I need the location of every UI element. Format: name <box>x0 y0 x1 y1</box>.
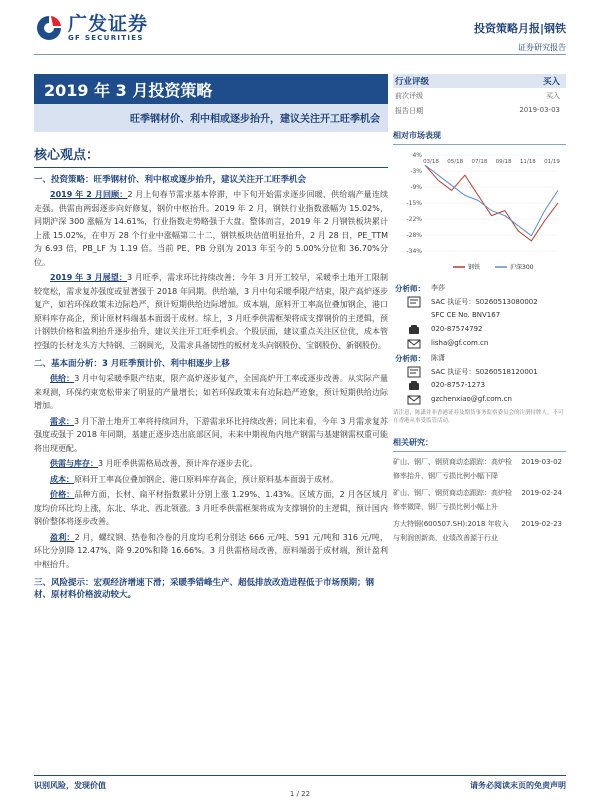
related-item-date: 2019-02-23 <box>521 520 562 528</box>
phone-icon <box>407 324 423 336</box>
paragraph-lead: 供需与库存： <box>50 459 98 468</box>
paragraph-lead: 价格： <box>50 490 75 499</box>
related-item-text: 矿山、钢厂、钢贸商动态跟踪：高炉检修率抬升，钢厂亏损比例小幅下降 <box>393 458 512 480</box>
paragraph-text: 原料开工率高位叠加钢企、港口原料库存高企，预计原料基本面弱于成材。 <box>74 474 338 484</box>
analyst-email[interactable]: lisha@gf.com.cn <box>431 339 489 347</box>
report-subtitle: 旺季钢材价、利中相或逐步抬升，建议关注开工旺季机会 <box>130 114 380 125</box>
related-item-date: 2019-02-24 <box>521 489 562 497</box>
report-date-label: 报告日期 <box>395 107 423 115</box>
analyst-phone: 020-8757-1273 <box>431 381 486 389</box>
logo-chinese: 广发证券 <box>68 13 149 35</box>
analyst-sfc: SFC CE No. BNV167 <box>431 311 501 319</box>
rating-box <box>393 74 566 88</box>
phone-icon <box>407 380 423 392</box>
core-viewpoints <box>34 140 388 601</box>
paragraph-text: 2 月上旬春节需求基本停滞，中下旬开始需求逐步回暖、供给端产量连续走强。供需由两弱逐步向好修复，钢价中枢抬升。2019 年 2 月，钢铁行业指数涨幅为 15.02%，同期沪深 300 涨幅为 14.61%，行业指数走势略强于大盘。整体而言，2019 年 2 月钢铁板块累计上涨 15.02%，在申万 28 个行业中涨幅第二十二，钢铁板块估值明显抬升，2 月 28 日，PE_TTM 为 6.93 倍，PB_LF 为 1.19 倍。当前 PE、PB 分别为 2013 年至今的 5.00%分位和 36.70%分位。 <box>34 190 388 267</box>
header-divider <box>34 54 566 55</box>
paragraph-text: 3 月旺季供需格局改善，预计库存逐步去化。 <box>98 459 258 468</box>
legend-label: 钢铁 <box>468 264 481 271</box>
x-tick-label: 05/18 <box>447 159 464 165</box>
analyst-sac: SAC 执证号：S0260518120001 <box>431 368 538 376</box>
section-heading: 三、风险提示：宏观经济增速下滑；采暖季错峰生产、超低排放改造进程低于市场预期；钢材、原材料价格波动较大。 <box>34 578 375 600</box>
prev-rating-label: 前次评级 <box>395 92 423 100</box>
x-tick-label: 03/18 <box>423 159 439 165</box>
x-tick-label: 07/18 <box>471 159 488 165</box>
footer-slogan: 识别风险，发现价值 <box>34 781 106 790</box>
related-item[interactable] <box>393 517 566 545</box>
chart-svg <box>393 147 566 277</box>
paragraph <box>34 473 388 487</box>
analyst-label: 分析师： <box>395 354 425 363</box>
title-bar <box>34 74 388 104</box>
email-icon <box>407 394 423 406</box>
y-tick-label: -15% <box>406 200 422 207</box>
related-title: 相关研究： <box>393 437 566 452</box>
report-date-value: 2019-03-03 <box>519 106 560 114</box>
y-tick-label: 4% <box>412 152 422 159</box>
paragraph-text: 3 月中旬采暖季限产结束，限产高炉逐步复产，全国高炉开工率或逐步改善。从实际产量来观测，环保约束宽松带来了明显的产量增长；如若环保政策未有边际趋严迹象，预计短期供给边际增加。 <box>34 374 389 410</box>
related-item[interactable] <box>393 486 566 514</box>
x-tick-label: 11/18 <box>519 159 536 165</box>
prev-rating-value: 买入 <box>546 92 560 100</box>
report-title: 2019 年 3 月投资策略 <box>44 81 213 100</box>
core-divider <box>34 167 388 168</box>
title-banner <box>34 74 388 132</box>
y-tick-label: -34% <box>406 248 422 255</box>
analyst-label: 分析师： <box>395 284 425 293</box>
legend-label: 沪深300 <box>510 264 534 271</box>
y-tick-label: -22% <box>406 216 422 223</box>
paragraph <box>34 531 388 572</box>
report-type: 投资策略月报|钢铁 <box>473 22 566 35</box>
paragraph <box>34 488 388 529</box>
core-title: 核心观点： <box>34 148 100 163</box>
relative-performance-chart <box>393 147 566 277</box>
section-heading: 二、基本面分析：3 月旺季预计价、利中相逐步上移 <box>34 359 230 369</box>
section-heading: 一、投资策略：旺季钢材价、利中枢或逐步抬升，建议关注开工旺季机会 <box>34 175 307 185</box>
company-logo <box>34 13 148 43</box>
related-item[interactable] <box>393 455 566 483</box>
paragraph <box>34 372 388 413</box>
paragraph <box>34 457 388 471</box>
page-number: 1 / 22 <box>289 790 311 798</box>
paragraph-lead: 成本： <box>50 474 74 484</box>
related-research <box>393 437 566 545</box>
footer-divider <box>34 775 566 776</box>
x-tick-label: 09/18 <box>495 159 512 165</box>
rating-value: 买入 <box>542 77 560 87</box>
analyst-sac: SAC 执证号：S0260513080002 <box>431 298 538 306</box>
paragraph <box>34 415 388 456</box>
certificate-icon <box>407 366 423 378</box>
analyst-name: 李莎 <box>431 284 445 292</box>
analyst-name: 陈潇 <box>431 354 445 362</box>
paragraph-lead: 需求： <box>50 416 75 426</box>
prev-rating-row <box>393 88 566 103</box>
paragraph-text: 品种方面，长材、扁平材指数累计分别上涨 1.29%、1.43%。区域方面，2 月各区域月度均价环比均上涨，东北、华北、西北领涨。3 月旺季供需框架将成为支撑钢价的主逻辑，预计国内钢价整体将逐步改善。 <box>34 490 388 526</box>
y-tick-label: -3% <box>410 168 422 175</box>
paragraph <box>34 271 388 352</box>
report-dept: 证券研究报告 <box>518 43 566 52</box>
paragraph-text: 3 月旺季，需求环比持续改善；今年 3 月开工较早，采暖季土地开工限制较宽松，需求复苏强度或显著强于 2018 年同期。供给端，3 月中旬采暖季限产结束，限产高炉逐步复产，如若环保政策未边际趋严，预计短期供给边际增加。成本端，原料开工率高位叠加钢企、港口原料库存高企，预计原材料端基本面弱于成材。综上，3 月旺季供需框架将成支撑钢价的主逻辑，预计钢铁价格和盈利抬升逐步抬升，建议关注开工旺季机会。个股层面，建议重点关注区位优，成本管控强的长材龙头方大特钢、三钢闽光，及需求具备韧性的板材龙头向钢股份、宝钢股份、新钢股份。 <box>34 273 389 350</box>
chart-section-title: 相对市场表现 <box>393 130 566 145</box>
sidebar <box>393 74 566 545</box>
gf-logo-icon <box>34 13 64 43</box>
series-line <box>425 165 558 236</box>
x-tick-label: 01/19 <box>544 159 560 165</box>
paragraph <box>34 188 388 269</box>
related-item-text: 矿山、钢厂、钢贸商动态跟踪：高炉检修率微降，钢厂亏损比例小幅上升 <box>393 489 512 511</box>
paragraph-lead: 2019 年 3 月展望： <box>50 273 127 282</box>
page-header <box>0 0 600 62</box>
paragraph-text: 3 月下游土地开工率将持续回升，下游需求环比持续改善；同比来看，今年 3 月需求复苏强度或强于 2018 年同期，基建正逐步迭出底部区间，未来中期视角内地产钢需与基建钢需权重可能将出现更配。 <box>34 416 388 453</box>
analyst-email[interactable]: gzchenxiao@gf.com.cn <box>431 395 512 403</box>
logo-english: GF SECURITIES <box>68 34 144 42</box>
analyst-phone: 020-87574792 <box>431 325 483 333</box>
footer-disclaimer: 请务必阅读末页的免责声明 <box>470 781 566 790</box>
email-icon <box>407 338 423 350</box>
related-item-date: 2019-03-02 <box>521 458 562 466</box>
y-tick-label: -28% <box>406 232 422 239</box>
paragraph-lead: 盈利： <box>50 532 75 542</box>
y-tick-label: -9% <box>410 184 422 191</box>
related-item-text: 方大特钢(600507.SH):2018 年收入与利润创新高，业绩改善源于行业 <box>393 520 509 542</box>
analyst-disclaimer: 请注意，陈潇并非香港证券及期货事务监察委员会的注册持牌人，不可在香港从事受监管活动。 <box>393 410 564 424</box>
analyst-block <box>393 281 566 425</box>
report-date-row <box>393 103 566 118</box>
paragraph-lead: 供给： <box>50 374 75 383</box>
paragraph-text: 2 月，螺纹钢、热卷和冷卷的月度均毛利分别达 666 元/吨、591 元/吨和 316 元/吨，环比分别降 12.47%、降 9.20%和降 16.66%。3 月供需格局改善，原料端弱于成材端，预计盈利中枢抬升。 <box>34 532 389 569</box>
certificate-icon <box>407 296 423 308</box>
paragraph-lead: 2019 年 2 月回顾： <box>50 190 128 199</box>
rating-label: 行业评级 <box>395 77 430 87</box>
